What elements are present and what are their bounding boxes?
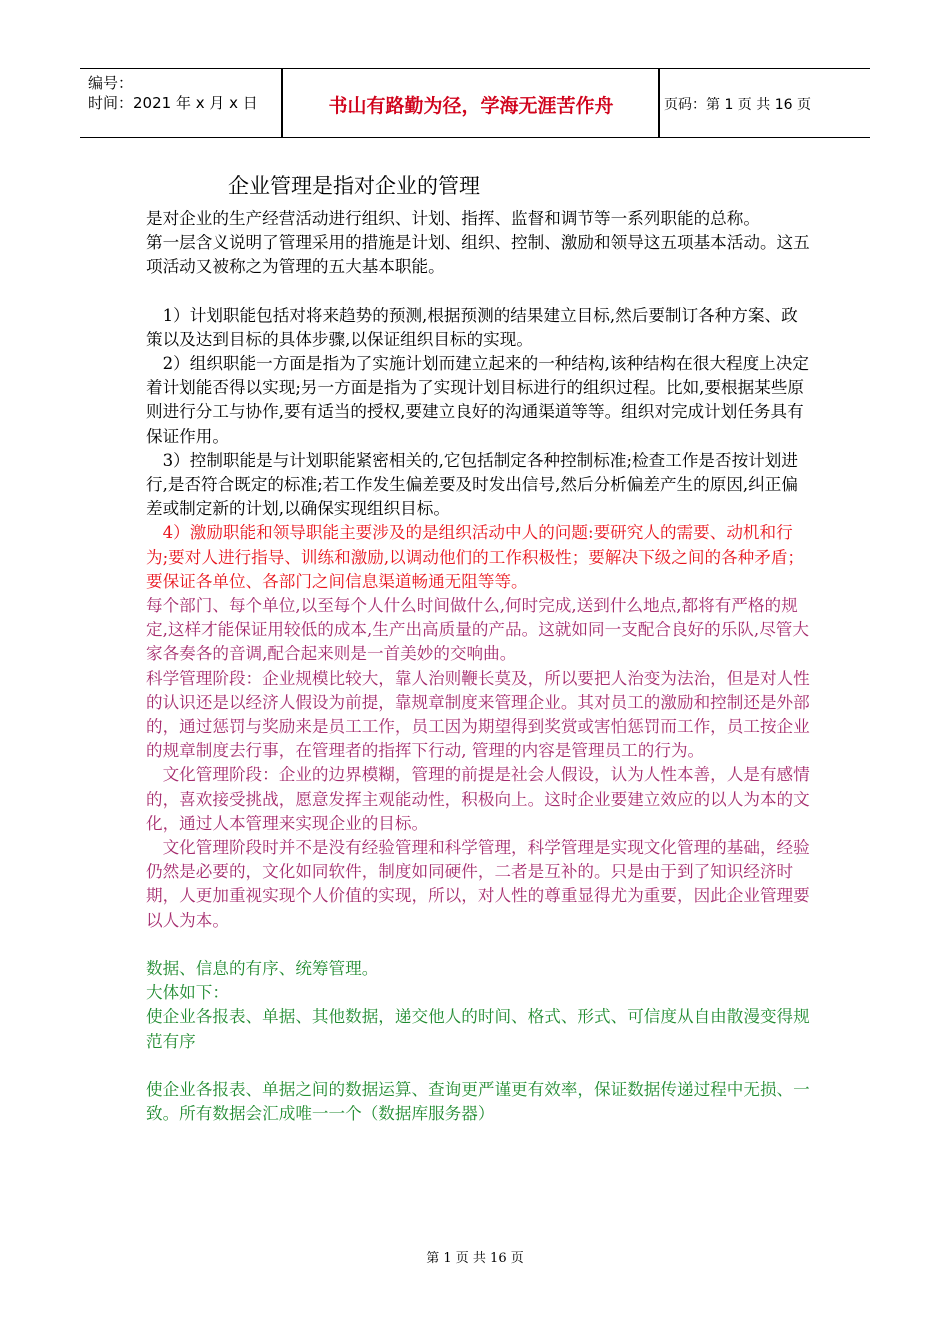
document-header bbox=[80, 68, 870, 138]
body-paragraph: 1）计划职能包括对将来趋势的预测,根据预测的结果建立目标,然后要制订各种方案、政策以及达到目标的具体步骤,以保证组织目标的实现。 bbox=[146, 305, 798, 349]
header-motto: 书山有路勤为径，学海无涯苦作舟 bbox=[328, 95, 614, 117]
document-title: 企业管理是指对企业的管理 bbox=[228, 174, 480, 198]
body-paragraph: 是对企业的生产经营活动进行组织、计划、指挥、监督和调节等一系列职能的总称。 bbox=[146, 209, 760, 228]
body-paragraph: 文化管理阶段时并不是没有经验管理和科学管理，科学管理是实现文化管理的基础，经验仍然是必要的，文化如同软件，制度如同硬件，二者是互补的。只是由于到了知识经济时期，人更加重视实现个人价值的实现，所以，对人性的尊重显得尤为重要，因此企业管理要以人为本。 bbox=[146, 838, 810, 930]
body-paragraph: 文化管理阶段：企业的边界模糊，管理的前提是社会人假设，认为人性本善，人是有感情的，喜欢接受挑战，愿意发挥主观能动性，积极向上。这时企业要建立效应的以人为本的文化，通过人本管理来实现企业的目标。 bbox=[146, 765, 810, 833]
body-paragraph: 2）组织职能一方面是指为了实施计划而建立起来的一种结构,该种结构在很大程度上决定着计划能否得以实现;另一方面是指为了实现计划目标进行的组织过程。比如,要根据某些原则进行分工与协作,要有适当的授权,要建立良好的沟通渠道等等。组织对完成计划任务具有保证作用。 bbox=[146, 354, 809, 446]
body-paragraph bbox=[146, 280, 810, 304]
body-paragraph: 4）激励职能和领导职能主要涉及的是组织活动中人的问题:要研究人的需要、动机和行为;要对人进行指导、训练和激励,以调动他们的工作积极性；要解决下级之间的各种矛盾；要保证各单位、各部门之间信息渠道畅通无阻等等。 bbox=[146, 523, 805, 591]
body-paragraph bbox=[146, 1054, 810, 1078]
body-paragraph: 使企业各报表、单据之间的数据运算、查询更严谨更有效率，保证数据传递过程中无损、一致。所有数据会汇成唯一一个（数据库服务器） bbox=[146, 1079, 810, 1123]
body-paragraph: 大体如下： bbox=[146, 983, 229, 1003]
header-divider-right bbox=[658, 69, 660, 137]
document-number-label: 编号： bbox=[88, 74, 134, 92]
body-paragraph: 3）控制职能是与计划职能紧密相关的,它包括制定各种控制标准;检查工作是否按计划进行,是否符合既定的标准;若工作发生偏差要及时发出信号,然后分析偏差产生的原因,纠正偏差或制定新的计划,以确保实现组织目标。 bbox=[146, 450, 798, 519]
body-paragraph: 数据、信息的有序、统筹管理。 bbox=[146, 958, 379, 978]
page-footer: 第 1 页 共 16 页 bbox=[426, 1251, 524, 1266]
body-paragraph: 第一层含义说明了管理采用的措施是计划、组织、控制、激励和领导这五项基本活动。这五项活动又被称之为管理的五大基本职能。 bbox=[146, 233, 810, 277]
document-date: 时间：2021 年 x 月 x 日 bbox=[88, 94, 258, 112]
body-paragraph: 科学管理阶段：企业规模比较大，靠人治则鞭长莫及，所以要把人治变为法治，但是对人性的认识还是以经济人假设为前提，靠规章制度来管理企业。其对员工的激励和控制还是外部的，通过惩罚与奖励来是员工工作，员工因为期望得到奖赏或害怕惩罚而工作，员工按企业的规章制度去行事，在管理者的指挥下行动, 管理的内容是管理员工的行为。 bbox=[146, 668, 810, 761]
header-meta bbox=[88, 73, 278, 113]
header-page-info: 页码：第 1 页 共 16 页 bbox=[664, 97, 811, 113]
body-paragraph bbox=[146, 933, 810, 957]
body-paragraph: 每个部门、每个单位,以至每个人什么时间做什么,何时完成,送到什么地点,都将有严格的规定,这样才能保证用较低的成本,生产出高质量的产品。这就如同一支配合良好的乐队,尽管大家各奏各的音调,配合起来则是一首美妙的交响曲。 bbox=[146, 596, 809, 664]
body-paragraph: 使企业各报表、单据、其他数据，递交他人的时间、格式、形式、可信度从自由散漫变得规范有序 bbox=[146, 1007, 810, 1051]
document-body bbox=[146, 207, 810, 1126]
